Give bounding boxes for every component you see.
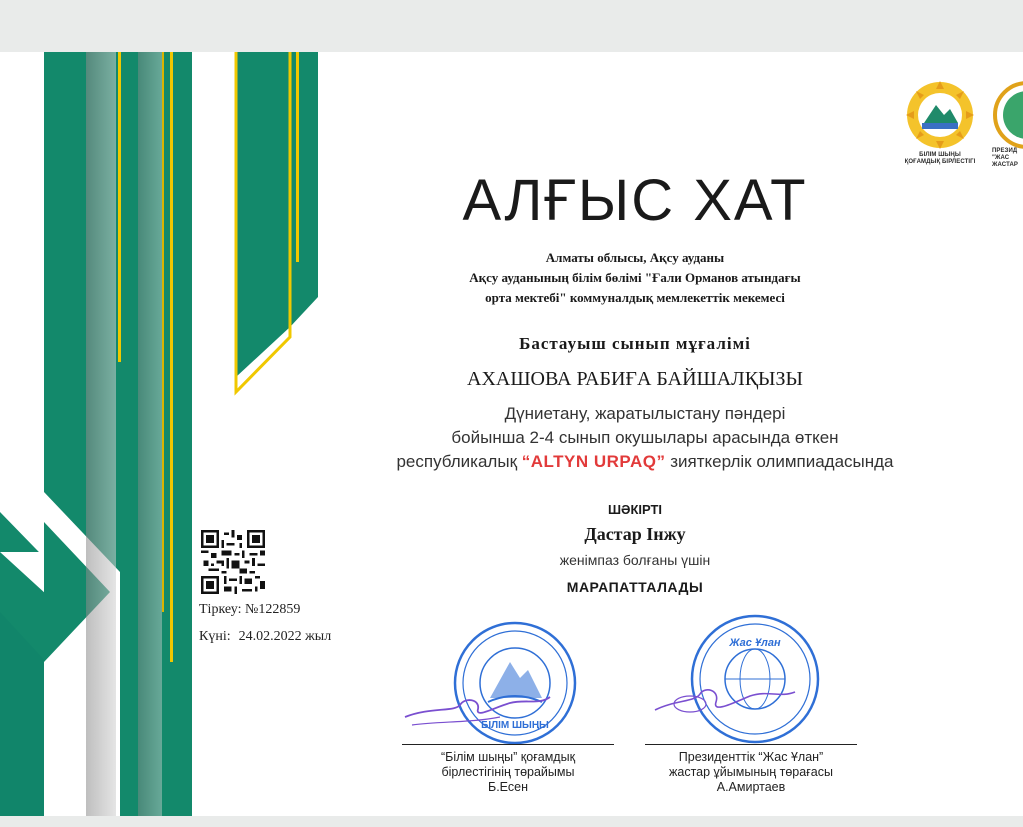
date-value: 24.02.2022 жыл	[238, 629, 332, 644]
student-name: Дастар Інжу	[584, 524, 686, 544]
signatory-1-line1: “Білім шыңы” қоғамдық	[440, 750, 576, 764]
date-label: Күні:	[199, 629, 231, 644]
signature-2	[650, 672, 820, 732]
student-label: ШӘКІРТІ	[607, 502, 663, 517]
organization-block	[350, 248, 920, 308]
org-line-1: Алматы облысы, Ақсу ауданы	[545, 250, 725, 265]
signature-line-1	[402, 744, 614, 745]
org-line-3: орта мектебі" коммуналдық мемлекеттік мекемесі	[485, 290, 785, 305]
signatory-2-line2: жастар ұйымының төрағасы	[669, 765, 833, 779]
logo2-caption	[992, 148, 1023, 169]
signatory-1-line2: бірлестігінің төрайымы	[441, 765, 575, 779]
recipient-name: АХАШОВА РАБИҒА БАЙШАЛҚЫЗЫ	[467, 368, 803, 390]
logo1-caption-line1: БІЛІМ ШЫҢЫ	[919, 152, 961, 158]
certificate-title: АЛҒЫС ХАТ	[462, 168, 808, 233]
logo1-caption-line2: ҚОҒАМДЫҚ БІРЛЕСТІГІ	[904, 159, 976, 165]
desc-line-2: бойынша 2-4 сынып окушылары арасында өткен	[451, 428, 839, 447]
stamp1-text: БІЛІМ ШЫҢЫ	[481, 720, 549, 731]
org-line-2: Ақсу ауданының білім бөлімі "Ғали Орманов атындағы	[469, 270, 801, 285]
recipient-position: Бастауыш сынып мұғалімі	[519, 334, 751, 353]
logo2-caption-line1: ПРЕЗИД	[992, 148, 1018, 154]
decorative-stripes	[0, 52, 330, 816]
signature-line-2	[645, 744, 857, 745]
zhas-ulan-logo-icon	[992, 80, 1023, 150]
description-block	[340, 402, 950, 474]
awarded-text: МАРАПАТТАЛАДЫ	[566, 579, 704, 595]
issue-date	[199, 629, 331, 645]
desc-line-3	[340, 450, 950, 474]
signatory-1-line3: Б.Есен	[488, 780, 528, 794]
bilim-shyny-logo-icon	[905, 80, 975, 150]
registration-number: Тіркеу: №122859	[199, 602, 301, 617]
logo2-caption-line2: "ЖАС	[992, 155, 1010, 161]
signatory-2	[645, 750, 857, 795]
desc-line-3-after: зияткерлік олимпиадасында	[665, 452, 894, 471]
signatory-2-line1: Президенттік “Жас Ұлан”	[678, 750, 824, 764]
signatory-2-line3: А.Амиртаев	[716, 780, 786, 794]
logo1-caption	[895, 152, 985, 166]
signature-1	[400, 677, 570, 737]
qr-code-icon[interactable]	[201, 530, 265, 594]
winner-text: женімпаз болғаны үшін	[559, 552, 711, 568]
logo2-caption-line3: ЖАСТАР	[992, 162, 1019, 168]
olympiad-name: “ALTYN URPAQ”	[521, 452, 666, 471]
stamp2-text: Жас Ұлан	[729, 637, 781, 649]
certificate-sheet	[0, 52, 1023, 816]
signatory-1	[402, 750, 614, 795]
desc-line-1: Дүниетану, жаратылыстану пәндері	[504, 404, 786, 423]
desc-line-3-before: республикалық	[396, 452, 522, 471]
